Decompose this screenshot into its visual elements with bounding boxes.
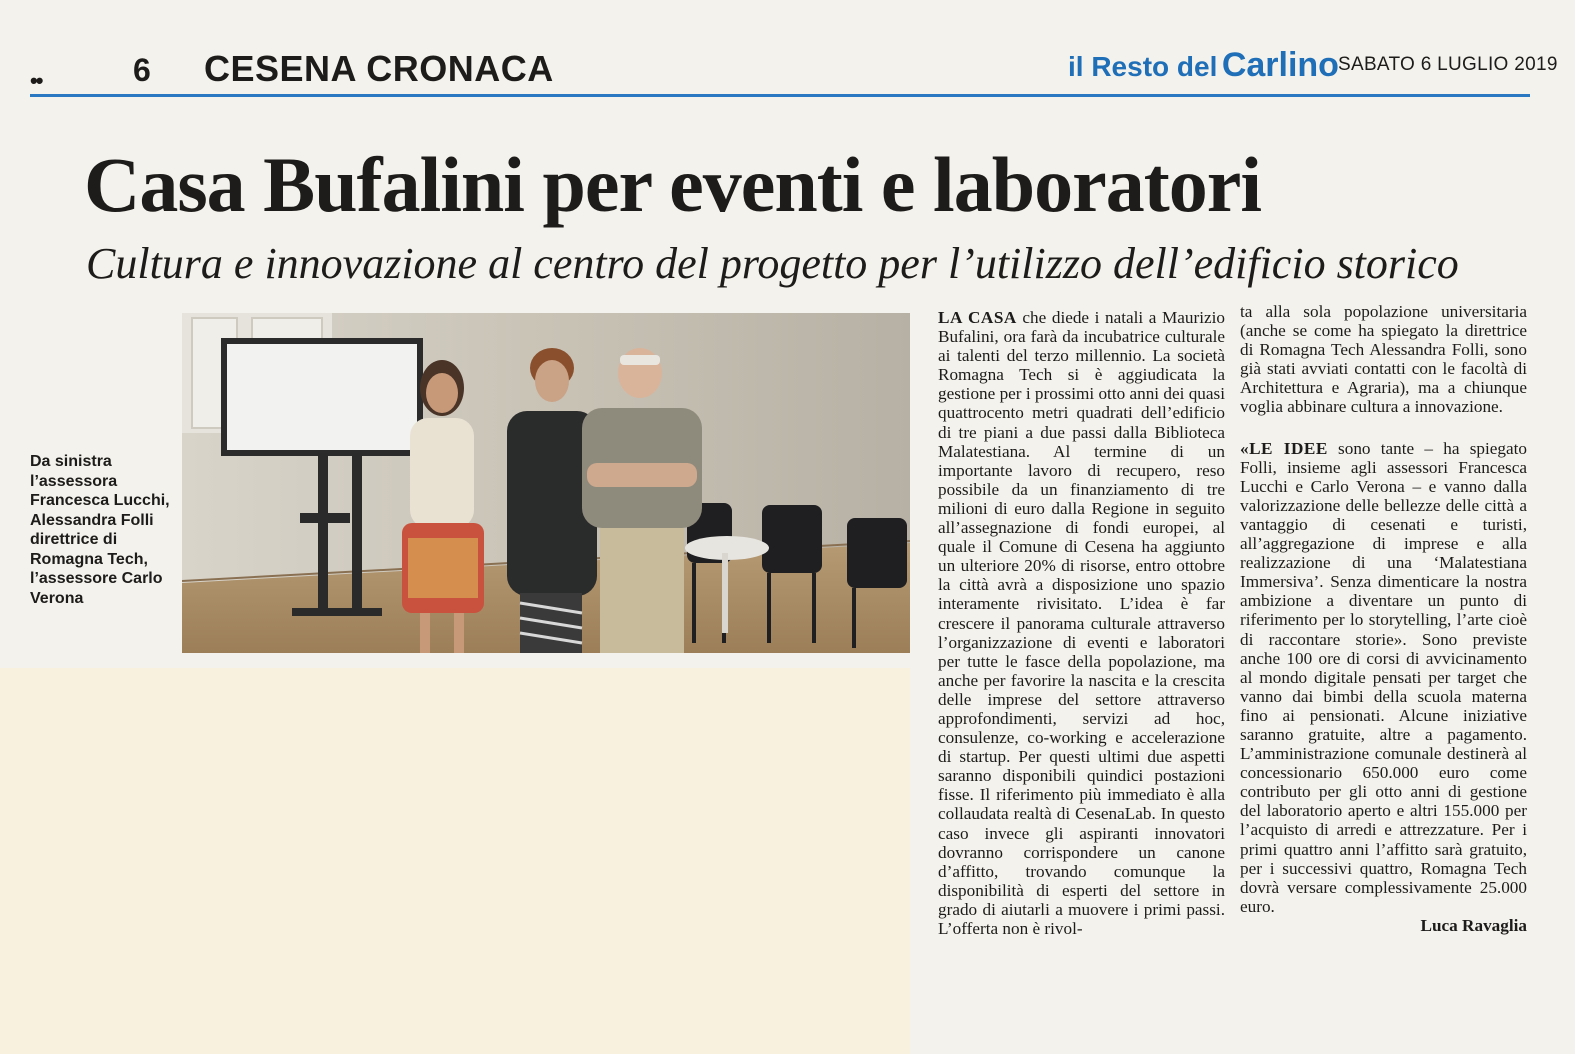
photo-illustration xyxy=(182,313,910,653)
masthead-prefix: il Resto del xyxy=(1068,51,1218,82)
section-title: CESENA CRONACA xyxy=(204,48,554,89)
photo-caption: Da sinistra l’assessora Francesca Lucchi, Alessandra Folli direttrice di Romagna Tech, l’assessore Carlo Verona xyxy=(30,453,170,607)
paragraph-lead: LA CASA xyxy=(938,308,1017,327)
article-column-1 xyxy=(938,308,1225,938)
column-1-paragraph xyxy=(938,308,1225,938)
column-1-text: che diede i natali a Maurizio Bufalini, ora farà da incubatrice culturale ai talenti del terzo millennio. La società Romagna Tech si è aggiudicata la gestione per i prossimi otto anni dei quasi quattrocento metri quadrati dell’edificio di tre piani a due passi dalla Biblioteca Malatestiana. Al termine di un importante lavoro di recupero, reso possibile da un finanziamento di tre milioni di euro dalla Regione in seguito all’assegnazione di fondi europei, al quale il Comune di Cesena ha aggiunto un ulteriore 20% di risorse, entro ottobre la città avrà a disposizione uno spazio interamente rivisitato. L’idea è far crescere il panorama culturale attraverso l’organizzazione di eventi e laboratori per tutte le fasce della popolazione, ma anche per favorire la nascita e la crescita delle imprese del settore attraverso approfondimenti, servizi ad hoc, consulenze, co-working e accelerazione di startup. Per questi ultimi due aspetti saranno disponibili quindici postazioni fisse. Il riferimento più immediato è alla collaudata realtà di CesenaLab. In questo caso invece gli aspiranti innovatori dovranno corrispondere un canone d’affitto, trovando comunque la disponibilità di esperti del settore in grado di aiutarli a muovere i primi passi. L’offerta non è rivol- xyxy=(938,308,1225,938)
blank-area xyxy=(0,668,910,1054)
author-signature: Luca Ravaglia xyxy=(1420,915,1527,935)
issue-date: SABATO 6 LUGLIO 2019 xyxy=(1338,54,1558,75)
masthead-name: Carlino xyxy=(1221,46,1339,84)
paragraph-gap xyxy=(1240,417,1527,439)
column-2-paragraph-2 xyxy=(1240,439,1527,916)
article-subheadline: Cultura e innovazione al centro del progetto per l’utilizzo dell’edificio storico xyxy=(86,239,1459,288)
page-marker-dots: •• xyxy=(30,68,42,93)
paragraph-lead: «LE IDEE xyxy=(1240,438,1328,458)
newspaper-masthead xyxy=(1068,46,1339,85)
header-divider xyxy=(30,94,1530,97)
column-2-paragraph-1: ta alla sola popolazione universitaria (anche se come ha spiegato la direttrice di Romagna Tech Alessandra Folli, sono già stati avviati contatti con le facoltà di Architettura e Agraria), ma a chiunque voglia abbinare cultura a innovazione. xyxy=(1240,302,1527,417)
article-photo xyxy=(182,313,910,653)
column-2-text: sono tante – ha spiegato Folli, insieme agli assessori Francesca Lucchi e Carlo Verona – e vanno dalla valorizzazione delle bellezze delle città a vantaggio di cesenati e turisti, all’aggregazione di imprese e alla realizzazione di una ‘Malatestiana Immersiva’. Senza dimenticare la nostra ambizione a diventare un punto di riferimento per lo storytelling, l’arte cioè di raccontare storie». Sono previste anche 100 ore di corsi di avvicinamento al mondo digitale pensati per target che vanno dai bimbi della scuola materna fino ai pensionati. Alcune iniziative saranno gratuite, altre a pagamento. L’amministrazione comunale destinerà al concessionario 650.000 euro come contributo per gli otto anni di gestione del laboratorio aperto e altri 155.000 per l’acquisto di arredi e attrezzature. Per i primi quattro anni l’affitto sarà gratuito, per i successivi quattro, Romagna Tech dovrà versare complessivamente 25.000 euro. xyxy=(1240,438,1527,916)
article-headline: Casa Bufalini per eventi e laboratori xyxy=(84,141,1261,228)
article-column-2 xyxy=(1240,302,1527,935)
page-number: 6 xyxy=(133,52,151,88)
